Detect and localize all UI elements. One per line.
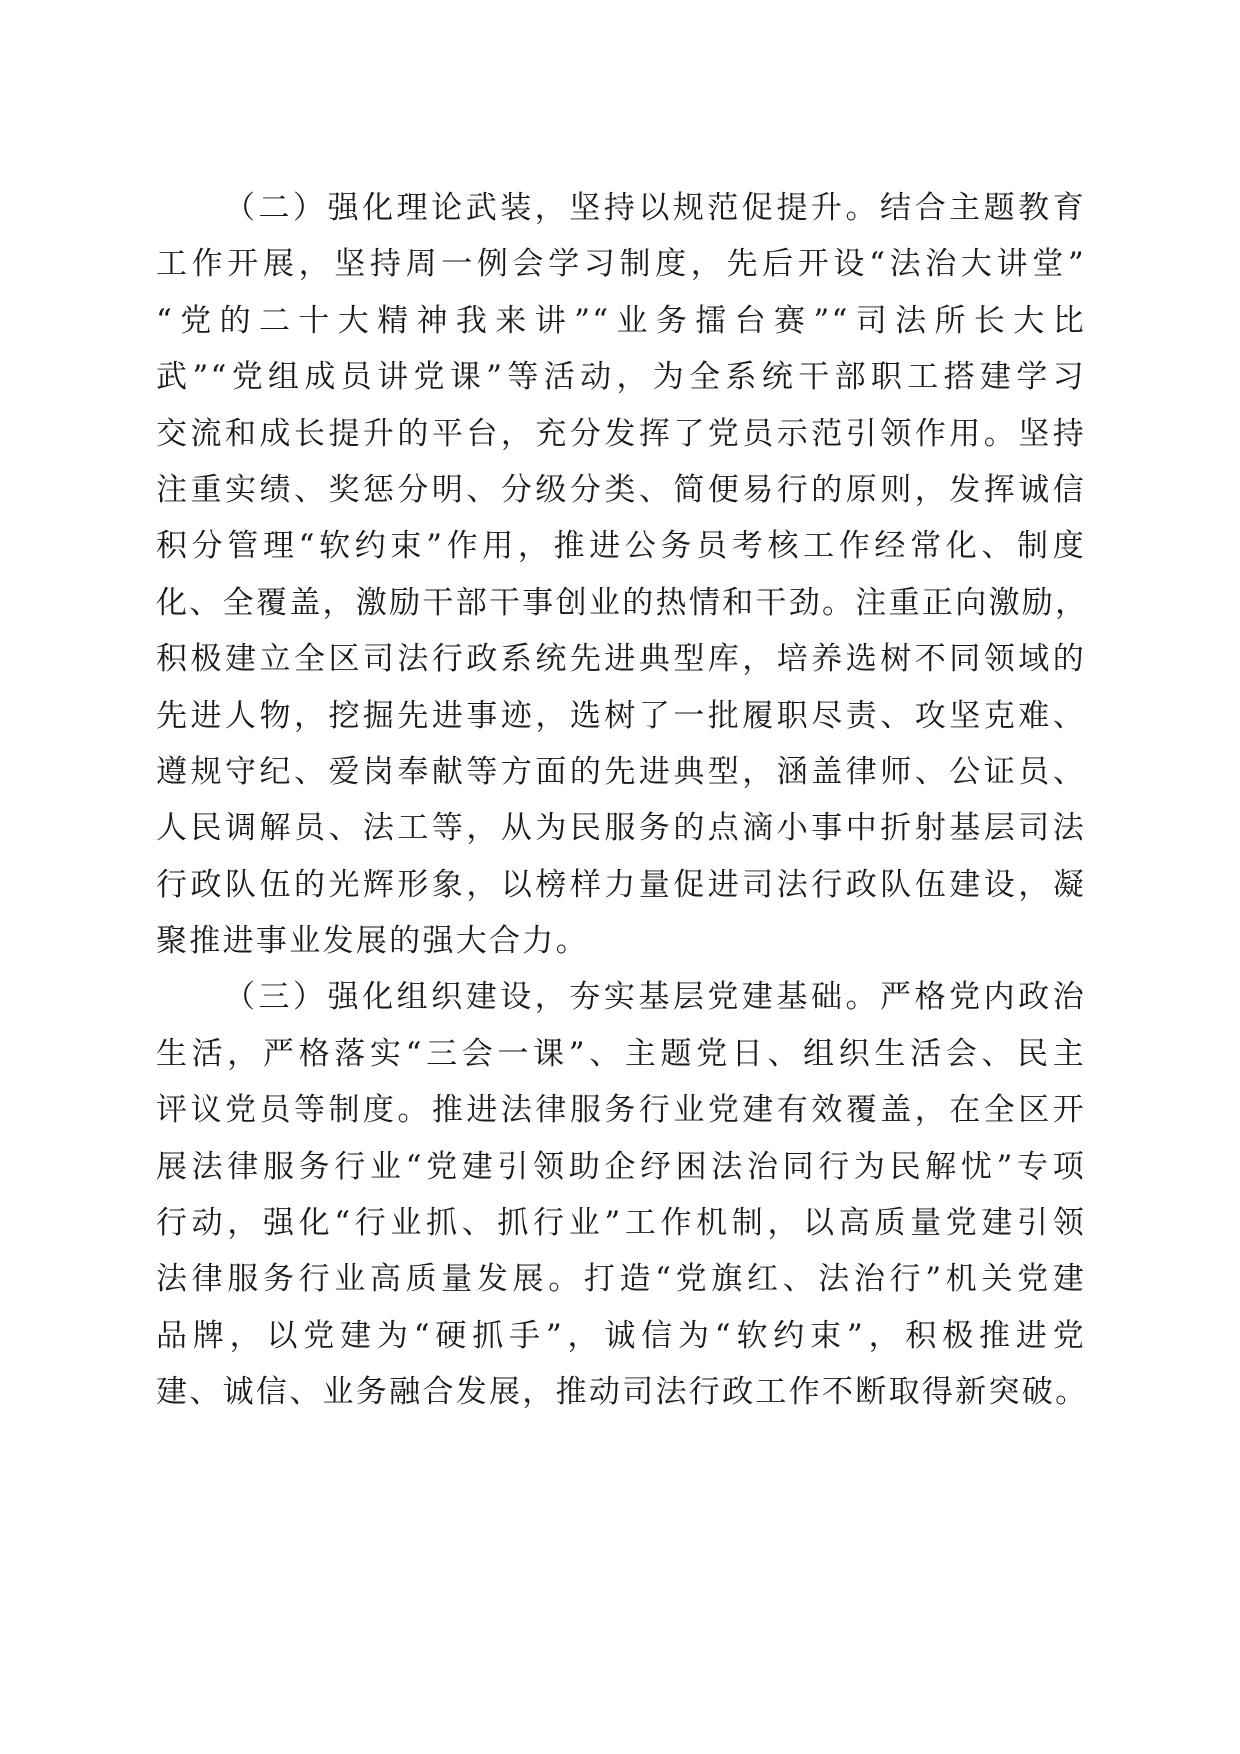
paragraph-line: 生活，严格落实“三会一课”、主题党日、组织生活会、民主: [156, 1035, 1086, 1072]
paragraph-line: 人民调解员、法工等，从为民服务的点滴小事中折射基层司法: [156, 810, 1086, 847]
paragraph-line: 积极建立全区司法行政系统先进典型库，培养选树不同领域的: [156, 641, 1086, 678]
paragraph-line: 展法律服务行业“党建引领助企纾困法治同行为民解忧”专项: [156, 1148, 1086, 1185]
document-body: [156, 180, 1089, 1421]
paragraph-line: 交流和成长提升的平台，充分发挥了党员示范引领作用。坚持: [156, 415, 1086, 452]
paragraph-line: 工作开展，坚持周一例会学习制度，先后开设“法治大讲堂”: [156, 246, 1086, 283]
paragraph-line: “党的二十大精神我来讲”“业务擂台赛”“司法所长大比: [156, 302, 1086, 339]
paragraph-line: 先进人物，挖掘先进事迹，选树了一批履职尽责、攻坚克难、: [156, 697, 1086, 734]
paragraph-line: （三）强化组织建设，夯实基层党建基础。严格党内政治: [224, 979, 1086, 1016]
paragraph-line: 武”“党组成员讲党课”等活动，为全系统干部职工搭建学习: [156, 359, 1086, 396]
paragraph-line: 评议党员等制度。推进法律服务行业党建有效覆盖，在全区开: [156, 1092, 1086, 1129]
paragraph-line: 品牌，以党建为“硬抓手”，诚信为“软约束”，积极推进党: [156, 1317, 1086, 1354]
paragraph-line: 行动，强化“行业抓、抓行业”工作机制，以高质量党建引领: [156, 1205, 1086, 1242]
paragraph-section-2: [156, 180, 1089, 969]
paragraph-line: 法律服务行业高质量发展。打造“党旗红、法治行”机关党建: [156, 1261, 1086, 1298]
paragraph-line: （二）强化理论武装，坚持以规范促提升。结合主题教育: [224, 190, 1086, 226]
paragraph-line: 遵规守纪、爱岗奉献等方面的先进典型，涵盖律师、公证员、: [156, 753, 1086, 790]
paragraph-line: 积分管理“软约束”作用，推进公务员考核工作经常化、制度: [156, 528, 1086, 565]
paragraph-section-3: [156, 969, 1089, 1420]
paragraph-line: 建、诚信、业务融合发展，推动司法行政工作不断取得新突破。: [156, 1374, 1089, 1411]
paragraph-line: 聚推进事业发展的强大合力。: [156, 923, 589, 960]
paragraph-line: 注重实绩、奖惩分明、分级分类、简便易行的原则，发挥诚信: [156, 471, 1086, 508]
paragraph-line: 行政队伍的光辉形象，以榜样力量促进司法行政队伍建设，凝: [156, 866, 1086, 903]
paragraph-line: 化、全覆盖，激励干部干事创业的热情和干劲。注重正向激励，: [156, 584, 1089, 621]
